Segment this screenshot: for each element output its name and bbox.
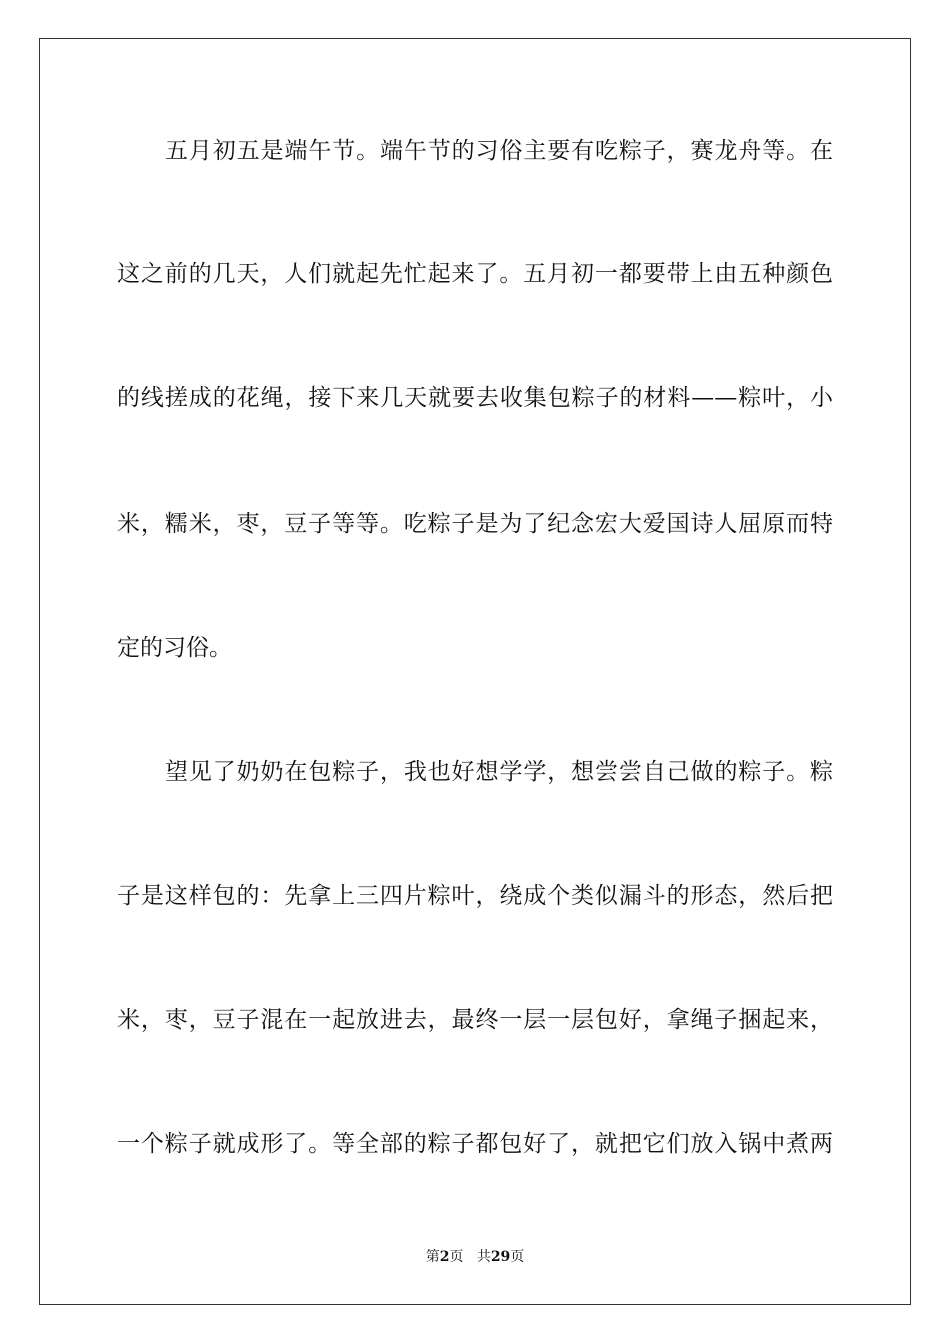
- paragraph-1-line-2: 这之前的几天，人们就起先忙起来了。五月初一都要带上由五种颜色: [117, 261, 833, 287]
- page-border: [39, 38, 911, 1305]
- page-footer: [0, 1248, 950, 1266]
- paragraph-2-line-4: 一个粽子就成形了。等全部的粽子都包好了，就把它们放入锅中煮两: [117, 1131, 833, 1157]
- paragraph-1-line-3: 的线搓成的花绳，接下来几天就要去收集包粽子的材料——粽叶，小: [117, 385, 833, 411]
- paragraph-1-line-4: 米，糯米，枣，豆子等等。吃粽子是为了纪念宏大爱国诗人屈原而特: [117, 511, 833, 537]
- footer-page-prefix: 第: [425, 1249, 440, 1265]
- footer-page-suffix: 页: [449, 1249, 464, 1265]
- paragraph-2-line-1: 望见了奶奶在包粽子，我也好想学学，想尝尝自己做的粽子。粽: [165, 759, 833, 785]
- footer-page-number: 2: [439, 1249, 450, 1265]
- footer-total-pages: 29: [490, 1249, 511, 1265]
- paragraph-1-line-5: 定的习俗。: [117, 635, 232, 661]
- footer-total-prefix: 共: [476, 1249, 491, 1265]
- paragraph-1-line-1: 五月初五是端午节。端午节的习俗主要有吃粽子，赛龙舟等。在: [165, 138, 833, 164]
- paragraph-2-line-2: 子是这样包的：先拿上三四片粽叶，绕成个类似漏斗的形态，然后把: [117, 883, 833, 909]
- footer-total-suffix: 页: [510, 1249, 525, 1265]
- paragraph-2-line-3: 米，枣，豆子混在一起放进去，最终一层一层包好，拿绳子捆起来，: [117, 1007, 833, 1033]
